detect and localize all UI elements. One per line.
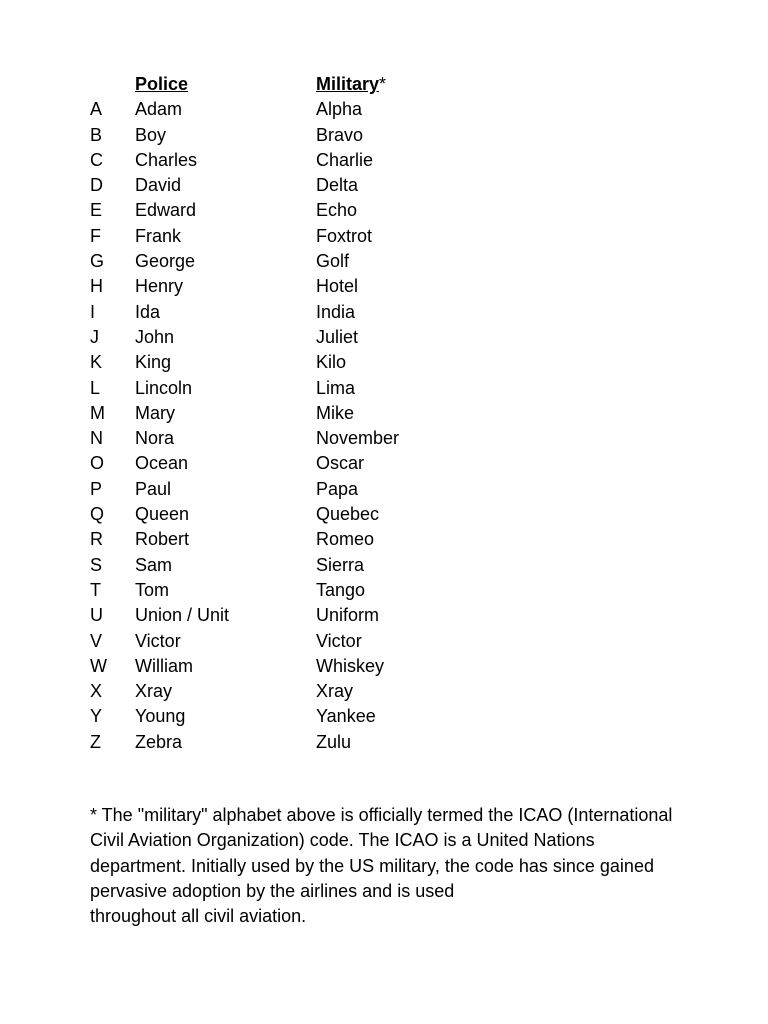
police-cell: Mary <box>135 402 175 423</box>
letter-cell: Z <box>90 731 101 752</box>
police-header-label: Police <box>135 74 189 94</box>
military-header-label: Military <box>316 74 380 94</box>
letter-cell: O <box>90 453 105 474</box>
table-row <box>90 502 650 527</box>
police-cell: Young <box>135 706 186 727</box>
letter-cell: X <box>90 681 103 702</box>
police-cell: Xray <box>135 681 173 702</box>
table-row <box>90 97 650 122</box>
table-row <box>90 401 650 426</box>
letter-cell: A <box>90 99 103 120</box>
footnote-line: department. Initially used by the US military, the code has since gained <box>90 855 654 876</box>
table-row <box>90 527 650 552</box>
table-row <box>90 325 650 350</box>
military-cell: Yankee <box>316 706 376 727</box>
military-cell: Kilo <box>316 352 347 373</box>
police-cell: Ida <box>135 301 161 322</box>
letter-cell: V <box>90 630 103 651</box>
military-cell: Uniform <box>316 605 380 626</box>
police-column-header <box>135 72 316 97</box>
military-cell: Foxtrot <box>316 225 373 246</box>
police-cell: King <box>135 352 172 373</box>
table-row <box>90 198 650 223</box>
letter-cell: E <box>90 200 103 221</box>
police-cell: George <box>135 251 196 272</box>
letter-cell: S <box>90 554 103 575</box>
military-cell: Xray <box>316 681 354 702</box>
table-row <box>90 426 650 451</box>
table-row <box>90 477 650 502</box>
military-cell: Oscar <box>316 453 365 474</box>
military-cell: Mike <box>316 402 355 423</box>
table-row <box>90 451 650 476</box>
military-cell: Golf <box>316 251 350 272</box>
police-cell: Victor <box>135 630 181 651</box>
military-cell: Quebec <box>316 504 380 525</box>
police-cell: Tom <box>135 579 170 600</box>
header-row <box>90 72 650 97</box>
military-cell: Sierra <box>316 554 365 575</box>
police-cell: Zebra <box>135 731 183 752</box>
letter-cell: K <box>90 352 103 373</box>
table-row <box>90 679 650 704</box>
police-cell: Adam <box>135 99 183 120</box>
table-row <box>90 123 650 148</box>
military-cell: Whiskey <box>316 655 385 676</box>
letter-column-header <box>90 72 135 97</box>
letter-cell: T <box>90 579 101 600</box>
military-cell: Lima <box>316 377 356 398</box>
military-cell: Charlie <box>316 149 374 170</box>
letter-cell: M <box>90 402 105 423</box>
military-cell: Hotel <box>316 276 359 297</box>
letter-cell: I <box>90 301 96 322</box>
letter-cell: L <box>90 377 101 398</box>
police-cell: Frank <box>135 225 182 246</box>
table-row <box>90 249 650 274</box>
footnote-line: pervasive adoption by the airlines and is used <box>90 880 455 901</box>
letter-cell: H <box>90 276 103 297</box>
table-row <box>90 730 650 755</box>
police-cell: Boy <box>135 124 167 145</box>
letter-cell: B <box>90 124 103 145</box>
letter-cell: G <box>90 251 105 272</box>
table-row <box>90 148 650 173</box>
letter-cell: P <box>90 478 103 499</box>
military-cell: Zulu <box>316 731 352 752</box>
table-row <box>90 603 650 628</box>
letter-cell: J <box>90 326 99 347</box>
table-row <box>90 629 650 654</box>
military-header-asterisk: * <box>379 74 387 94</box>
table-row <box>90 224 650 249</box>
letter-cell: N <box>90 428 103 449</box>
table-row <box>90 704 650 729</box>
police-cell: John <box>135 326 175 347</box>
footnote-line: Civil Aviation Organization) code. The ICAO is a United Nations <box>90 830 595 851</box>
table-row <box>90 578 650 603</box>
table-row <box>90 173 650 198</box>
police-cell: Charles <box>135 149 198 170</box>
footnote-line: * The "military" alphabet above is officially termed the ICAO (International <box>90 805 673 825</box>
military-cell: Alpha <box>316 99 363 120</box>
alphabet-table <box>90 72 650 755</box>
police-cell: William <box>135 655 193 676</box>
military-cell: Romeo <box>316 529 375 550</box>
military-cell: India <box>316 301 356 322</box>
military-cell: Juliet <box>316 326 359 347</box>
military-cell: Papa <box>316 478 359 499</box>
table-row <box>90 350 650 375</box>
table-row <box>90 553 650 578</box>
police-cell: Paul <box>135 478 172 499</box>
police-cell: Nora <box>135 428 175 449</box>
military-cell: Victor <box>316 630 362 651</box>
military-cell: Echo <box>316 200 358 221</box>
police-cell: Queen <box>135 504 190 525</box>
letter-cell: Y <box>90 706 103 727</box>
police-cell: David <box>135 175 182 196</box>
table-row <box>90 300 650 325</box>
letter-cell: U <box>90 605 103 626</box>
letter-cell: W <box>90 655 107 676</box>
police-cell: Sam <box>135 554 173 575</box>
letter-cell: C <box>90 149 103 170</box>
police-cell: Union / Unit <box>135 605 230 626</box>
police-cell: Henry <box>135 276 184 297</box>
table-row <box>90 274 650 299</box>
police-cell: Edward <box>135 200 197 221</box>
letter-cell: R <box>90 529 103 550</box>
military-cell: Bravo <box>316 124 364 145</box>
police-cell: Robert <box>135 529 190 550</box>
military-cell: November <box>316 428 400 449</box>
police-cell: Lincoln <box>135 377 193 398</box>
military-cell: Tango <box>316 579 366 600</box>
letter-cell: F <box>90 225 101 246</box>
police-cell: Ocean <box>135 453 189 474</box>
military-column-header <box>316 72 650 97</box>
footnote-line: throughout all civil aviation. <box>90 906 307 927</box>
letter-cell: Q <box>90 504 105 525</box>
military-cell: Delta <box>316 175 359 196</box>
table-row <box>90 376 650 401</box>
alphabet-rows <box>90 97 650 755</box>
table-row <box>90 654 650 679</box>
letter-cell: D <box>90 175 103 196</box>
footnote <box>90 803 730 929</box>
